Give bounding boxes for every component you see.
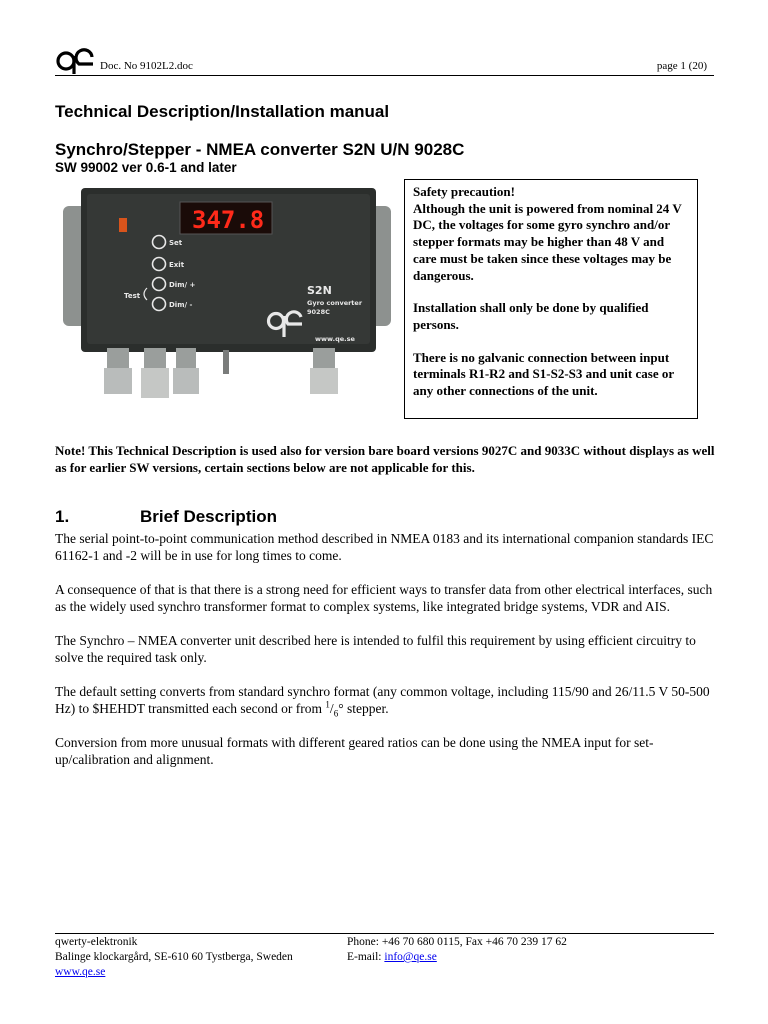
safety-box xyxy=(404,179,698,419)
section-heading xyxy=(55,507,277,527)
test-label: Test xyxy=(124,292,141,300)
set-label: Set xyxy=(169,239,183,247)
footer-rule xyxy=(55,933,714,934)
qe-logo xyxy=(55,48,97,76)
doc-title: Technical Description/Installation manual xyxy=(55,102,390,121)
product-title: Synchro/Stepper - NMEA converter S2N U/N 9028C xyxy=(55,140,465,159)
footer-phone: Phone: +46 70 680 0115, Fax +46 70 239 17 62 xyxy=(347,936,567,948)
note-paragraph: Note! This Technical Description is used also for version bare board versions 9027C and 9033C without displays as well as for earlier SW versions, certain sections below are not applicable for this. xyxy=(55,443,715,475)
model-number: 9028C xyxy=(307,308,330,316)
footer-email-link[interactable]: info@qe.se xyxy=(384,951,437,963)
header-rule xyxy=(55,75,714,76)
device-web: www.qe.se xyxy=(315,335,355,343)
model-subtitle: Gyro converter xyxy=(307,299,363,307)
footer-web-link[interactable]: www.qe.se xyxy=(55,966,106,978)
section-title: Brief Description xyxy=(140,507,277,526)
body-paragraph-5: Conversion from more unusual formats with different geared ratios can be done using the NMEA input for set-up/calibration and alignment. xyxy=(55,735,654,767)
safety-heading: Safety precaution! xyxy=(413,184,515,199)
body-paragraph-1: The serial point-to-point communication method described in NMEA 0183 and its international companion standards IEC 61162-1 and -2 will be in use for long times to come. xyxy=(55,531,714,563)
page-header xyxy=(55,48,713,76)
footer-address: Balinge klockargård, SE-610 60 Tystberga, Sweden xyxy=(55,951,293,963)
led-display-value: 347.8 xyxy=(192,206,265,234)
footer-company: qwerty-elektronik xyxy=(55,936,138,948)
safety-text-2: Installation shall only be done by qualified persons. xyxy=(413,300,649,332)
safety-text-3: There is no galvanic connection between input terminals R1-R2 and S1-S2-S3 and unit case or any other connections of the unit. xyxy=(413,349,674,399)
dim-minus-label: Dim/ - xyxy=(169,301,193,309)
dim-plus-label: Dim/ + xyxy=(169,281,196,289)
body-paragraph-4: The default setting converts from standard synchro format (any common voltage, including 115/90 and 26/11.5 V 50-500 Hz) to $HEHDT transmitted each second or from $^1/_6^\circ$ stepper. xyxy=(55,684,710,719)
exit-label: Exit xyxy=(169,261,185,269)
doc-number: Doc. No 9102L2.doc xyxy=(100,60,193,72)
footer-email-label: E-mail: xyxy=(347,951,385,963)
body-paragraph-3: The Synchro – NMEA converter unit described here is intended to fulfil this requirement by using efficient circuitry to solve the required task only. xyxy=(55,633,696,665)
body-paragraph-2: A consequence of that is that there is a strong need for efficient ways to transfer data from other electrical interfaces, such as the widely used synchro transformer format to complex systems, like integrated bridge systems, VDR and AIS. xyxy=(55,582,713,614)
status-led xyxy=(119,218,127,232)
footer-left xyxy=(55,935,293,980)
footer-right xyxy=(347,935,567,965)
section-body xyxy=(55,530,717,785)
model-name: S2N xyxy=(307,284,332,297)
sw-version: SW 99002 ver 0.6-1 and later xyxy=(55,160,237,175)
section-number: 1. xyxy=(55,507,70,526)
safety-text-1: Although the unit is powered from nominal 24 V DC, the voltages for some gyro synchro and/or stepper formats may be higher than 48 V and care must be taken since these voltages may be dangerous. xyxy=(413,200,682,283)
page-number: page 1 (20) xyxy=(656,60,707,72)
device-photo xyxy=(55,180,400,410)
